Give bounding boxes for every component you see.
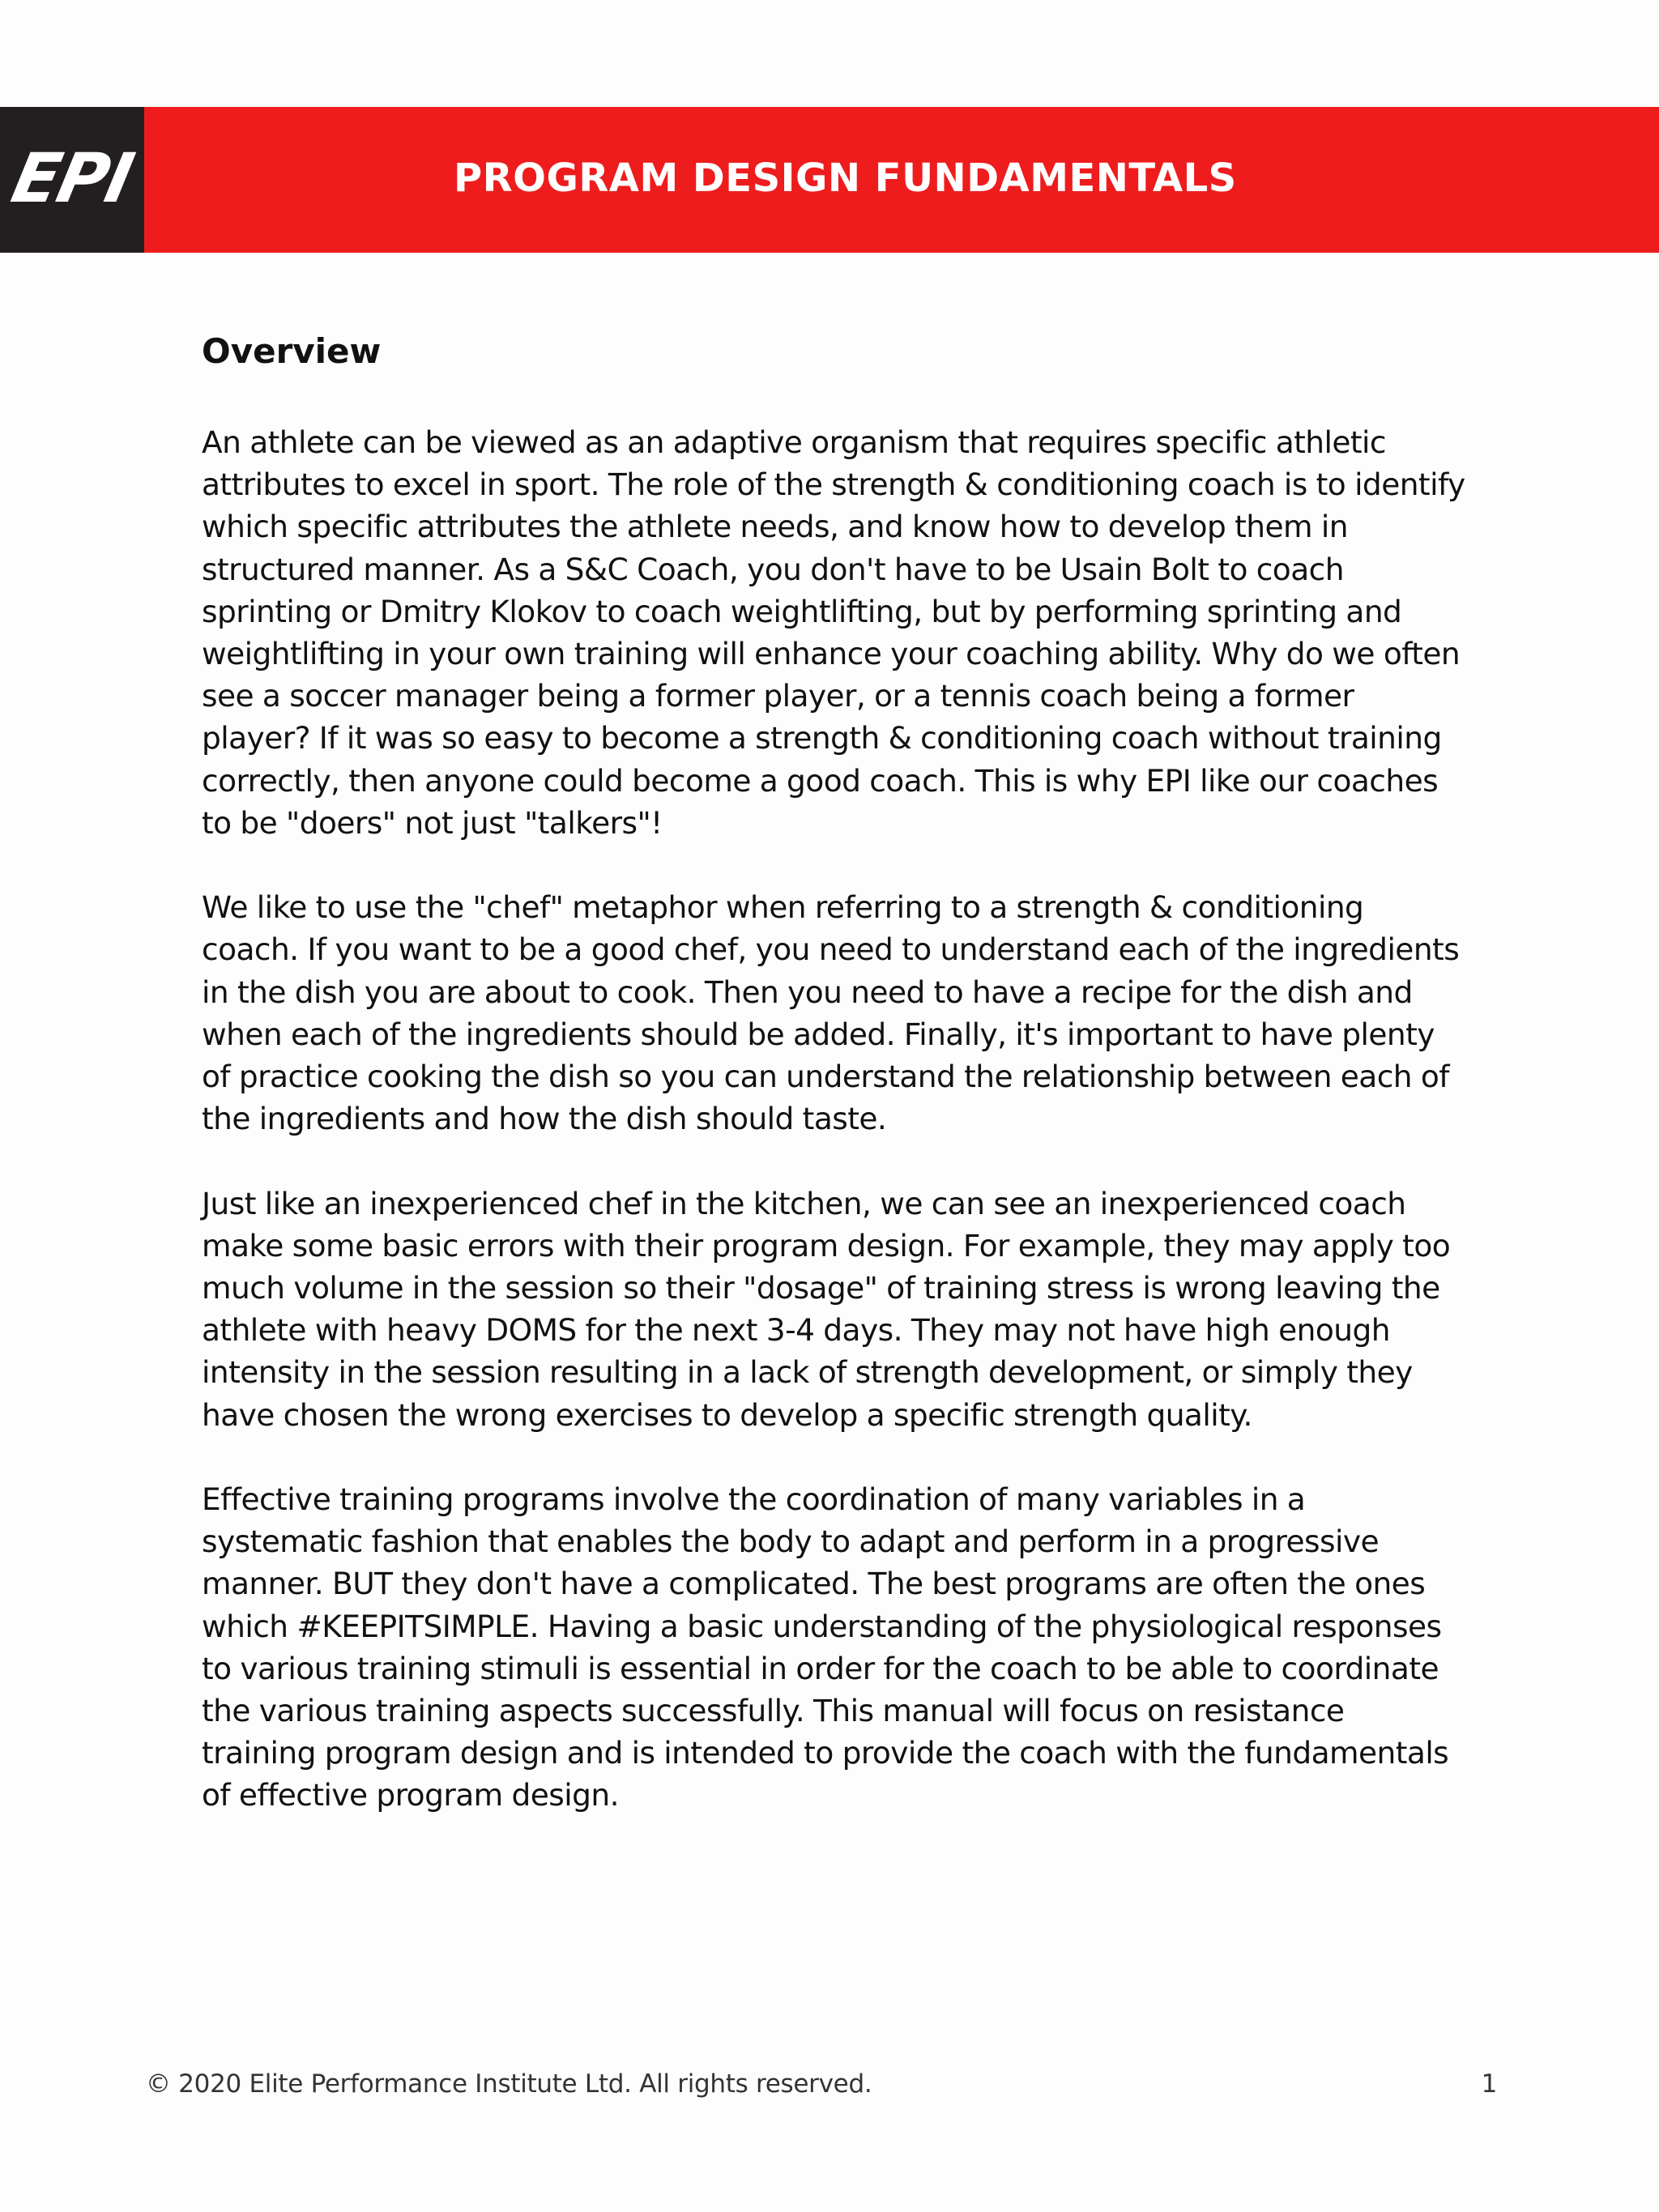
page-header: [0, 107, 1659, 253]
epi-logo: [0, 107, 144, 253]
paragraph-2: We like to use the "chef" metaphor when referring to a strength & conditioning coach. If you want to be a good chef, you need to understand each of the ingredients in the dish you are about to cook. Then you need to have a recipe for the dish and when each of the ingredients should be added. Finally, it's important to have plenty of practice cooking the dish so you can understand the relationship between each of the ingredients and how the dish should taste.: [202, 889, 1460, 1137]
logo-text: EPI: [5, 139, 139, 218]
document-title: PROGRAM DESIGN FUNDAMENTALS: [454, 156, 1237, 201]
copyright-notice: © 2020 Elite Performance Institute Ltd. All rights reserved.: [146, 2069, 872, 2099]
paragraph-3: Just like an inexperienced chef in the kitchen, we can see an inexperienced coach make some basic errors with their program design. For example, they may apply too much volume in the session so their "dosage" of training stress is wrong leaving the athlete with heavy DOMS for the next 3-4 days. They may not have high enough intensity in the session resulting in a lack of strength development, or simply they have chosen the wrong exercises to develop a specific strength quality.: [202, 1185, 1451, 1433]
main-content: [202, 326, 1465, 1859]
page-number: 1: [1481, 2069, 1497, 2099]
page-footer: [146, 2069, 1497, 2099]
paragraph-4: Effective training programs involve the coordination of many variables in a systematic fashion that enables the body to adapt and perform in a progressive manner. BUT they don't have a complicated. The best programs are often the ones which #KEEPITSIMPLE. Having a basic understanding of the physiological responses to various training stimuli is essential in order for the coach to be able to coordinate the various training aspects successfully. This manual will focus on resistance training program design and is intended to provide the coach with the fundamentals of effective program design.: [202, 1481, 1449, 1813]
header-title-bar: [144, 107, 1659, 253]
section-heading-overview: Overview: [202, 331, 382, 371]
paragraph-1: An athlete can be viewed as an adaptive organism that requires specific athletic attributes to excel in sport. The role of the strength & conditioning coach is to identify which specific attributes the athlete needs, and know how to develop them in structured manner. As a S&C Coach, you don't have to be Usain Bolt to coach sprinting or Dmitry Klokov to coach weightlifting, but by performing sprinting and weightlifting in your own training will enhance your coaching ability. Why do we often see a soccer manager being a former player, or a tennis coach being a former player? If it was so easy to become a strength & conditioning coach without training correctly, then anyone could become a good coach. This is why EPI like our coaches to be "doers" not just "talkers"!: [202, 424, 1465, 841]
